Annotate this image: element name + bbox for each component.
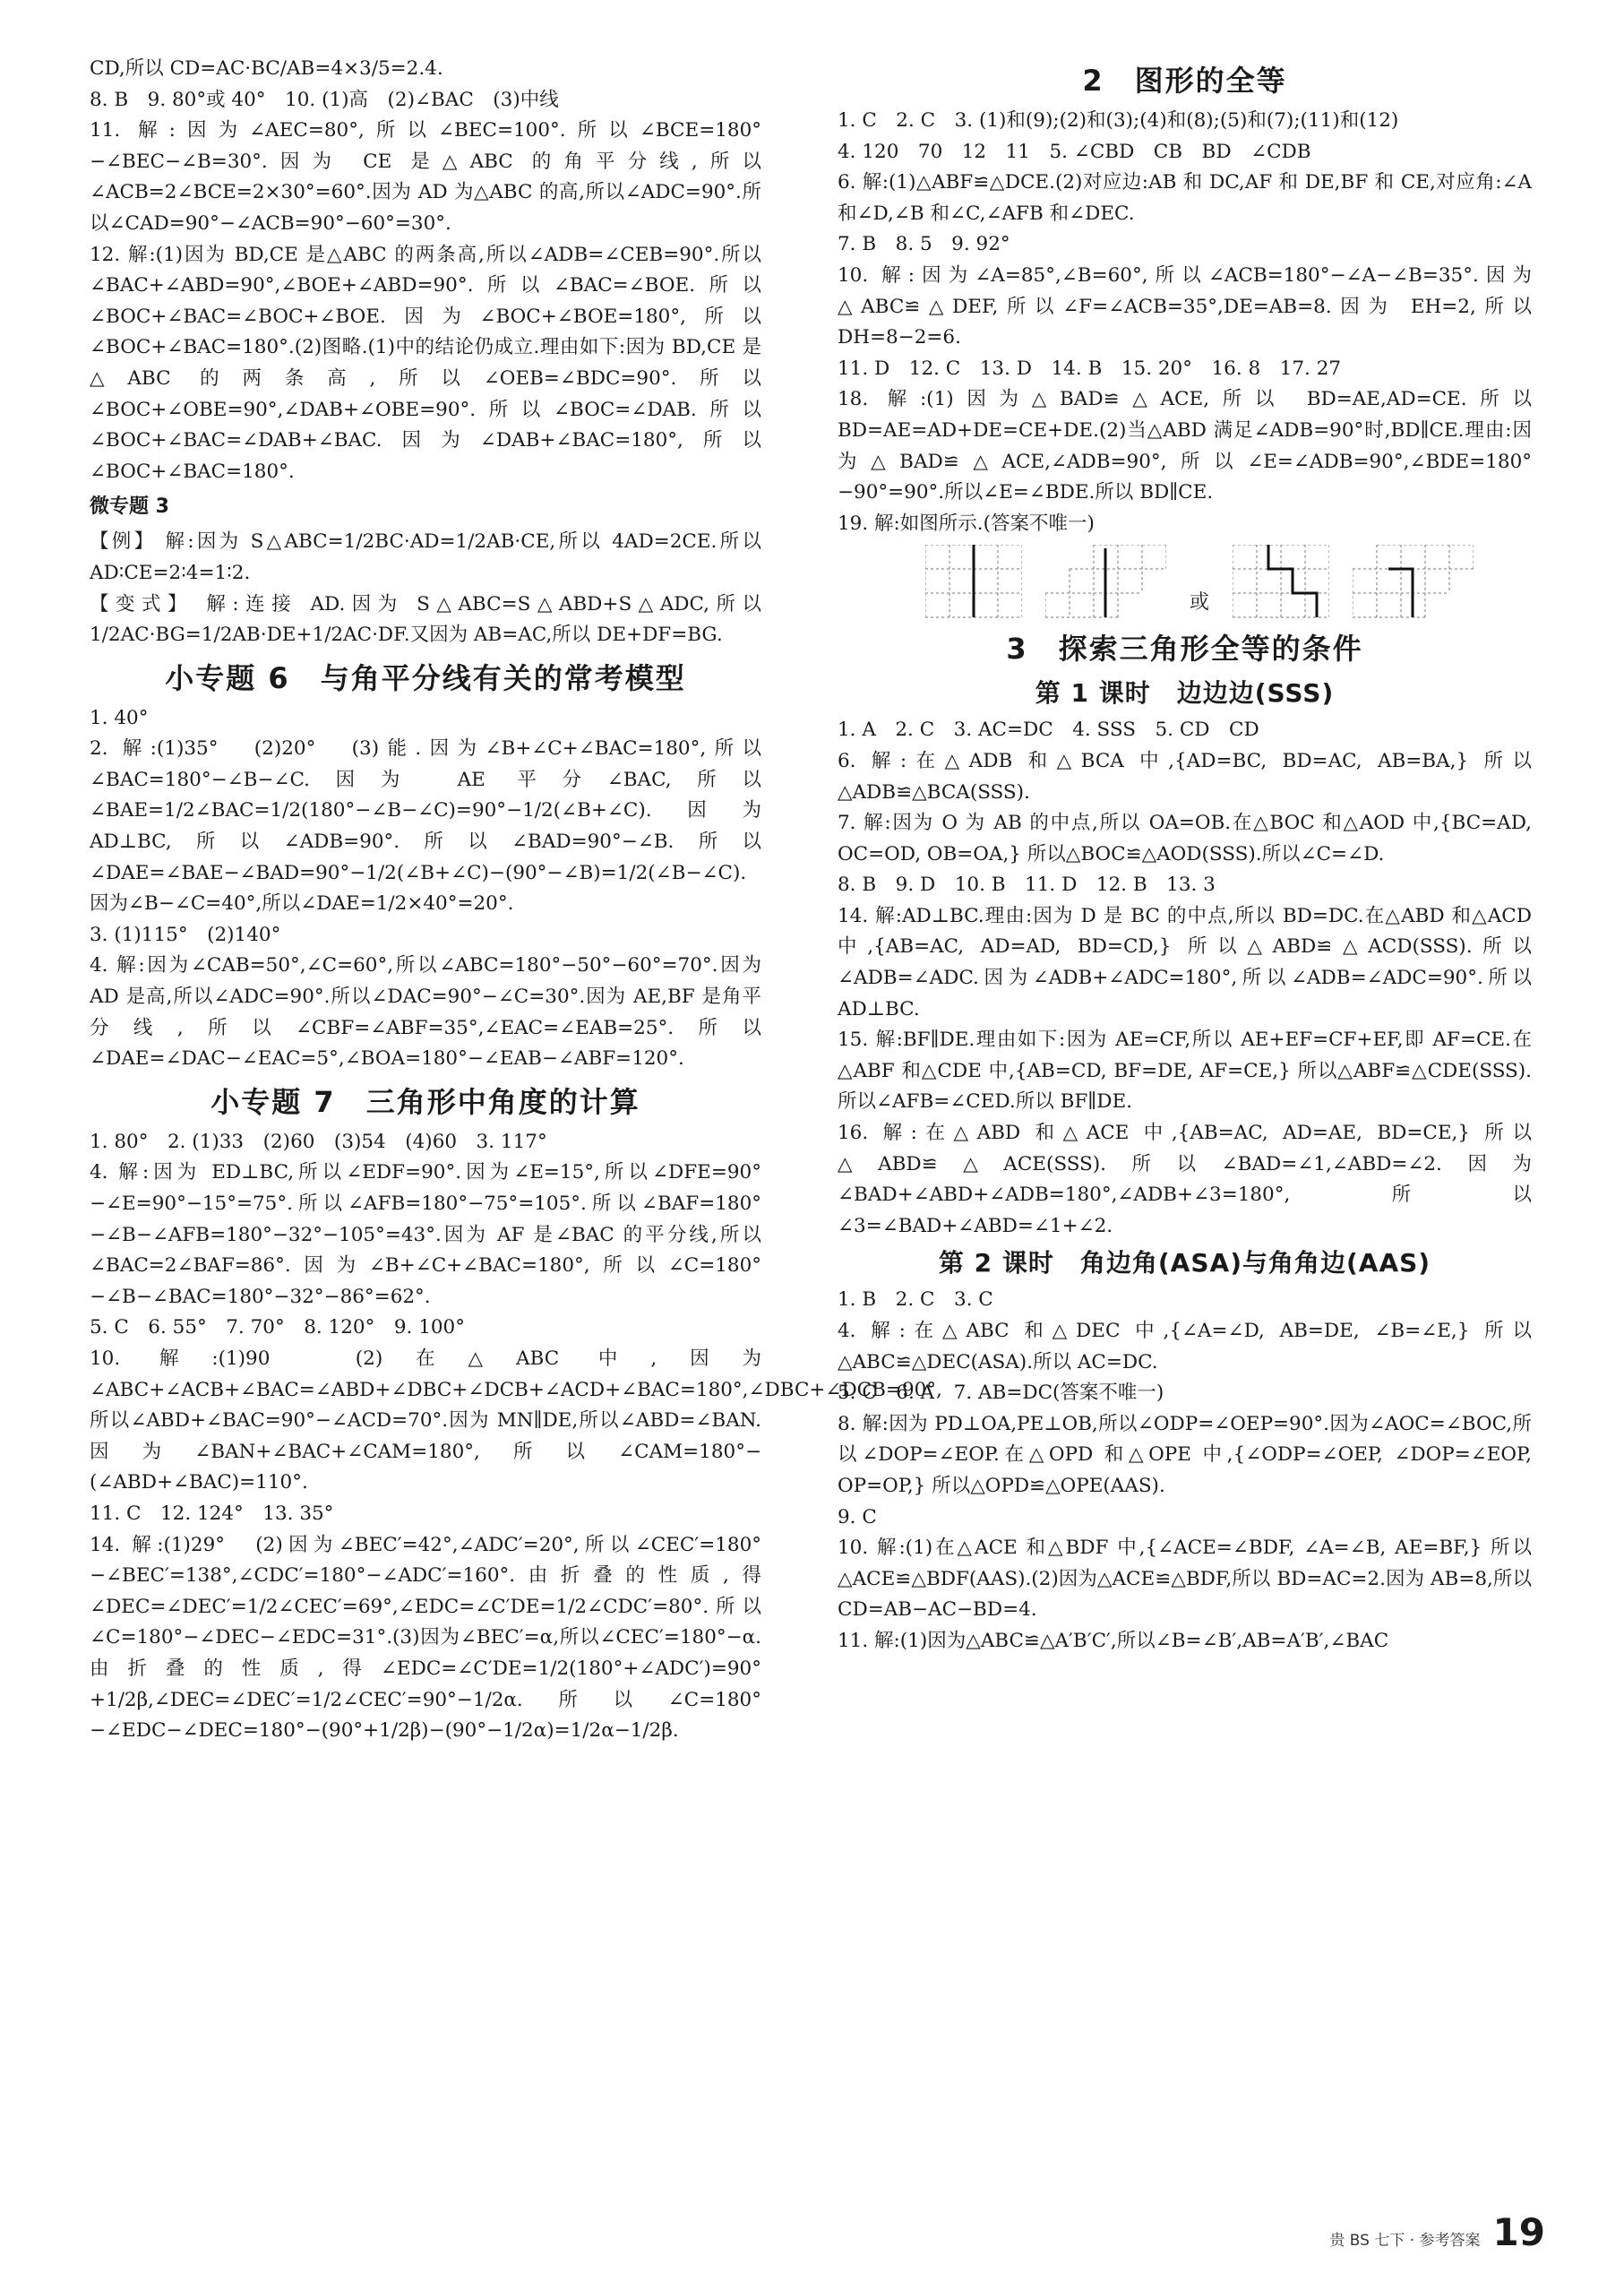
lesson1-answers bbox=[838, 715, 1532, 1242]
answer-line: 4. 解:因为 ED⊥BC,所以∠EDF=90°.因为∠E=15°,所以∠DFE=90°−∠E=90°−15°=75°.所以∠AFB=180°−75°=105°.所以∠BAF=180°−∠B−∠AFB=180°−32°−105°=43°.因为 AF 是∠BAC 的平分线,所以∠BAC=2∠BAF=86°.因为∠B+∠C+∠BAC=180°,所以∠C=180°−∠B−∠BAC=180°−32°−86°=62°. bbox=[90, 1161, 761, 1308]
answer-line: 7. 解:因为 O 为 AB 的中点,所以 OA=OB.在△BOC 和△AOD 中,{BC=AD, OC=OD, OB=OA,} 所以△BOC≌△AOD(SSS).所以∠C=∠D. bbox=[838, 812, 1532, 865]
answer-line: 8. 解:因为 PD⊥OA,PE⊥OB,所以∠ODP=∠OEP=90°.因为∠AOC=∠BOC,所以∠DOP=∠EOP.在△OPD 和△OPE 中,{∠ODP=∠OEP, ∠DOP=∠EOP, OP=OP,} 所以△OPD≌△OPE(AAS). bbox=[838, 1412, 1532, 1497]
lesson1-heading: 第 1 课时 边边边(SSS) bbox=[1035, 678, 1335, 709]
answer-line: 1. 40° bbox=[90, 706, 149, 729]
answer-line: 6. 解:在△ADB 和△BCA 中,{AD=BC, BD=AC, AB=BA,} 所以△ADB≌△BCA(SSS). bbox=[838, 749, 1532, 804]
answer-line: 1. B 2. C 3. C bbox=[838, 1288, 993, 1312]
answer-line: 11. 解:(1)因为△ABC≌△A′B′C′,所以∠B=∠B′,AB=A′B′,∠BAC bbox=[838, 1629, 1389, 1652]
answer-line: 11. C 12. 124° 13. 35° bbox=[90, 1502, 334, 1525]
answer-line: 16. 解:在△ABD 和△ACE 中,{AB=AC, AD=AE, BD=CE,} 所以△ABD≌△ACE(SSS).所以∠BAD=∠1,∠ABD=∠2.因为∠BAD+∠ABD+∠ADB=180°,∠ADB+∠3=180°,所以∠3=∠BAD+∠ABD=∠1+∠2. bbox=[838, 1122, 1532, 1237]
page-footer bbox=[1329, 2210, 1545, 2254]
answer-line: 15. 解:BF∥DE.理由如下:因为 AE=CF,所以 AE+EF=CF+EF,即 AF=CE.在△ABF 和△CDE 中,{AB=CD, BF=DE, AF=CE,} 所以△ABF≌△CDE(SSS).所以∠AFB=∠CED.所以 BF∥DE. bbox=[838, 1029, 1532, 1114]
grid-figures bbox=[925, 545, 1532, 618]
section2-answers bbox=[838, 106, 1532, 539]
answer-line: 9. C bbox=[838, 1505, 877, 1528]
footer-book-label: 贵 BS 七下 · 参考答案 bbox=[1329, 2232, 1481, 2250]
answer-line: 10. 解:(1)在△ACE 和△BDF 中,{∠ACE=∠BDF, ∠A=∠B, AE=BF,} 所以△ACE≌△BDF(AAS).(2)因为△ACE≌△BDF,所以 BD=AC=2.因为 AB=8,所以 CD=AB−AC−BD=4. bbox=[838, 1537, 1532, 1622]
topic6-heading: 小专题 6 与角平分线有关的常考模型 bbox=[165, 660, 686, 695]
answer-line: 2. 解:(1)35° (2)20° (3)能.因为∠B+∠C+∠BAC=180°,所以∠BAC=180°−∠B−∠C.因为 AE 平分∠BAC,所以∠BAE=1/2∠BAC=1/2(180°−∠B−∠C)=90°−1/2(∠B+∠C).因为 AD⊥BC,所以∠ADB=90°.所以∠BAD=90°−∠B.所以∠DAE=∠BAE−∠BAD=90°−1/2(∠B+∠C)−(90°−∠B)=1/2(∠B−∠C).因为∠B−∠C=40°,所以∠DAE=1/2×40°=20°. bbox=[90, 737, 761, 916]
answer-line: 6. 解:(1)△ABF≌△DCE.(2)对应边:AB 和 DC,AF 和 DE,BF 和 CE,对应角:∠A 和∠D,∠B 和∠C,∠AFB 和∠DEC. bbox=[838, 171, 1532, 225]
answer-line: 4. 解:在△ABC 和△DEC 中,{∠A=∠D, AB=DE, ∠B=∠E,} 所以△ABC≌△DEC(ASA).所以 AC=DC. bbox=[838, 1320, 1532, 1373]
answer-line: 10. 解:(1)90 (2)在△ABC 中,因为∠ABC+∠ACB+∠BAC=∠ABD+∠DBC+∠DCB+∠ACD+∠BAC=180°,∠DBC+∠DCB=90°,所以∠ABD+∠BAC=90°−∠ACD=70°.因为 MN∥DE,所以∠ABD=∠BAN.因为∠BAN+∠BAC+∠CAM=180°,所以∠CAM=180°−(∠ABD+∠BAC)=110°. bbox=[90, 1347, 942, 1494]
answer-line: 1. A 2. C 3. AC=DC 4. SSS 5. CD CD bbox=[838, 719, 1259, 742]
answer-line: 11. D 12. C 13. D 14. B 15. 20° 16. 8 17. 27 bbox=[838, 357, 1342, 380]
answer-line: 5. C 6. A 7. AB=DC(答案不唯一) bbox=[838, 1382, 1164, 1405]
answer-line: 14. 解:AD⊥BC.理由:因为 D 是 BC 的中点,所以 BD=DC.在△ABD 和△ACD 中,{AB=AC, AD=AD, BD=CD,} 所以△ABD≌△ACD(SSS).所以∠ADB=∠ADC.因为∠ADB+∠ADC=180°,所以∠ADB=∠ADC=90°.所以 AD⊥BC. bbox=[838, 904, 1532, 1020]
example-answer: 【例】 解:因为 S△ABC=1/2BC·AD=1/2AB·CE,所以 4AD=2CE.所以 AD∶CE=2∶4=1∶2. bbox=[90, 530, 761, 584]
answer-line: 4. 120 70 12 11 5. ∠CBD CB BD ∠CDB bbox=[838, 140, 1311, 163]
answer-line: 8. B 9. D 10. B 11. D 12. B 13. 3 bbox=[838, 874, 1216, 897]
answer-line: 11. 解:因为∠AEC=80°,所以∠BEC=100°.所以∠BCE=180°−∠BEC−∠B=30°.因为 CE 是△ABC 的角平分线,所以∠ACB=2∠BCE=2×30°=60°.因为 AD 为△ABC 的高,所以∠ADC=90°.所以∠CAD=90°−∠ACB=90°−60°=30°. bbox=[90, 119, 761, 235]
left-continuation-answers bbox=[90, 54, 761, 487]
section3-heading: 3 探索三角形全等的条件 bbox=[1006, 632, 1363, 667]
lesson2-heading: 第 2 课时 角边角(ASA)与角角边(AAS) bbox=[938, 1248, 1431, 1278]
answer-line: 8. B 9. 80°或 40° 10. (1)高 (2)∠BAC (3)中线 bbox=[90, 88, 559, 111]
grid-figure-b bbox=[1045, 545, 1166, 618]
answer-line: 12. 解:(1)因为 BD,CE 是△ABC 的两条高,所以∠ADB=∠CEB=90°.所以∠BAC+∠ABD=90°,∠BOE+∠ABD=90°.所以∠BAC=∠BOE.所以∠BOC+∠BAC=∠BOC+∠BOE.因为∠BOC+∠BOE=180°,所以∠BOC+∠BAC=180°.(2)图略.(1)中的结论仍成立.理由如下:因为 BD,CE 是△ABC 的两条高,所以∠OEB=∠BDC=90°.所以∠BOC+∠OBE=90°,∠DAB+∠OBE=90°.所以∠BOC=∠DAB.所以∠BOC+∠BAC=∠DAB+∠BAC.因为∠DAB+∠BAC=180°,所以∠BOC+∠BAC=180°. bbox=[90, 243, 761, 483]
answer-line: 19. 解:如图所示.(答案不唯一) bbox=[838, 512, 1095, 535]
right-column bbox=[838, 54, 1532, 1657]
topic7-heading: 小专题 7 三角形中角度的计算 bbox=[211, 1084, 640, 1119]
grid-figure-a bbox=[925, 545, 1022, 618]
answer-line: 14. 解:(1)29° (2)因为∠BEC′=42°,∠ADC′=20°,所以∠CEC′=180°−∠BEC′=138°,∠CDC′=180°−∠ADC′=160°.由折叠的性质,得∠DEC=∠DEC′=1/2∠CEC′=69°,∠EDC=∠C′DE=1/2∠CDC′=80°.所以∠C=180°−∠DEC−∠EDC=31°.(3)因为∠BEC′=α,所以∠CEC′=180°−α.由折叠的性质,得∠EDC=∠C′DE=1/2(180°+∠ADC′)=90°+1/2β,∠DEC=∠DEC′=1/2∠CEC′=90°−1/2α.所以∠C=180°−∠EDC−∠DEC=180°−(90°+1/2β)−(90°−1/2α)=1/2α−1/2β. bbox=[90, 1533, 761, 1743]
section2-heading: 2 图形的全等 bbox=[1082, 64, 1287, 98]
answer-line: 7. B 8. 5 9. 92° bbox=[838, 233, 1010, 256]
micro-topic-title: 微专题 3 bbox=[90, 495, 169, 519]
grid-figure-d bbox=[1353, 545, 1474, 618]
answer-line: 10. 解:因为∠A=85°,∠B=60°,所以∠ACB=180°−∠A−∠B=35°.因为△ABC≌△DEF,所以∠F=∠ACB=35°,DE=AB=8.因为 EH=2,所以 DH=8−2=6. bbox=[838, 263, 1532, 349]
answer-line: 3. (1)115° (2)140° bbox=[90, 923, 281, 946]
answer-line: 1. C 2. C 3. (1)和(9);(2)和(3);(4)和(8);(5)和(7);(11)和(12) bbox=[838, 109, 1399, 132]
topic6-answers bbox=[90, 703, 761, 1075]
micro-topic-body bbox=[90, 527, 761, 650]
lesson2-answers bbox=[838, 1285, 1532, 1657]
grid-figure-c bbox=[1233, 545, 1329, 618]
or-label: 或 bbox=[1190, 591, 1210, 615]
answer-line: CD,所以 CD=AC·BC/AB=4×3/5=2.4. bbox=[90, 57, 443, 80]
answer-line: 5. C 6. 55° 7. 70° 8. 120° 9. 100° bbox=[90, 1316, 465, 1339]
variant-answer: 【变式】 解:连接 AD.因为 S△ABC=S△ABD+S△ADC,所以 1/2AC·BG=1/2AB·DE+1/2AC·DF.又因为 AB=AC,所以 DE+DF=BG. bbox=[90, 592, 761, 647]
page-number: 19 bbox=[1492, 2210, 1545, 2254]
answer-line: 18. 解:(1)因为△BAD≌△ACE,所以 BD=AE,AD=CE.所以 BD=AE=AD+DE=CE+DE.(2)当△ABD 满足∠ADB=90°时,BD∥CE.理由:因为△BAD≌△ACE,∠ADB=90°,所以∠E=∠ADB=90°,∠BDE=180°−90°=90°.所以∠E=∠BDE.所以 BD∥CE. bbox=[838, 388, 1532, 504]
answer-line: 1. 80° 2. (1)33 (2)60 (3)54 (4)60 3. 117° bbox=[90, 1130, 547, 1153]
answer-line: 4. 解:因为∠CAB=50°,∠C=60°,所以∠ABC=180°−50°−60°=70°.因为 AD 是高,所以∠ADC=90°.所以∠DAC=90°−∠C=30°.因为 AE,BF 是角平分线,所以∠CBF=∠ABF=35°,∠EAC=∠EAB=25°.所以∠DAE=∠DAC−∠EAC=5°,∠BOA=180°−∠EAB−∠ABF=120°. bbox=[90, 954, 761, 1071]
